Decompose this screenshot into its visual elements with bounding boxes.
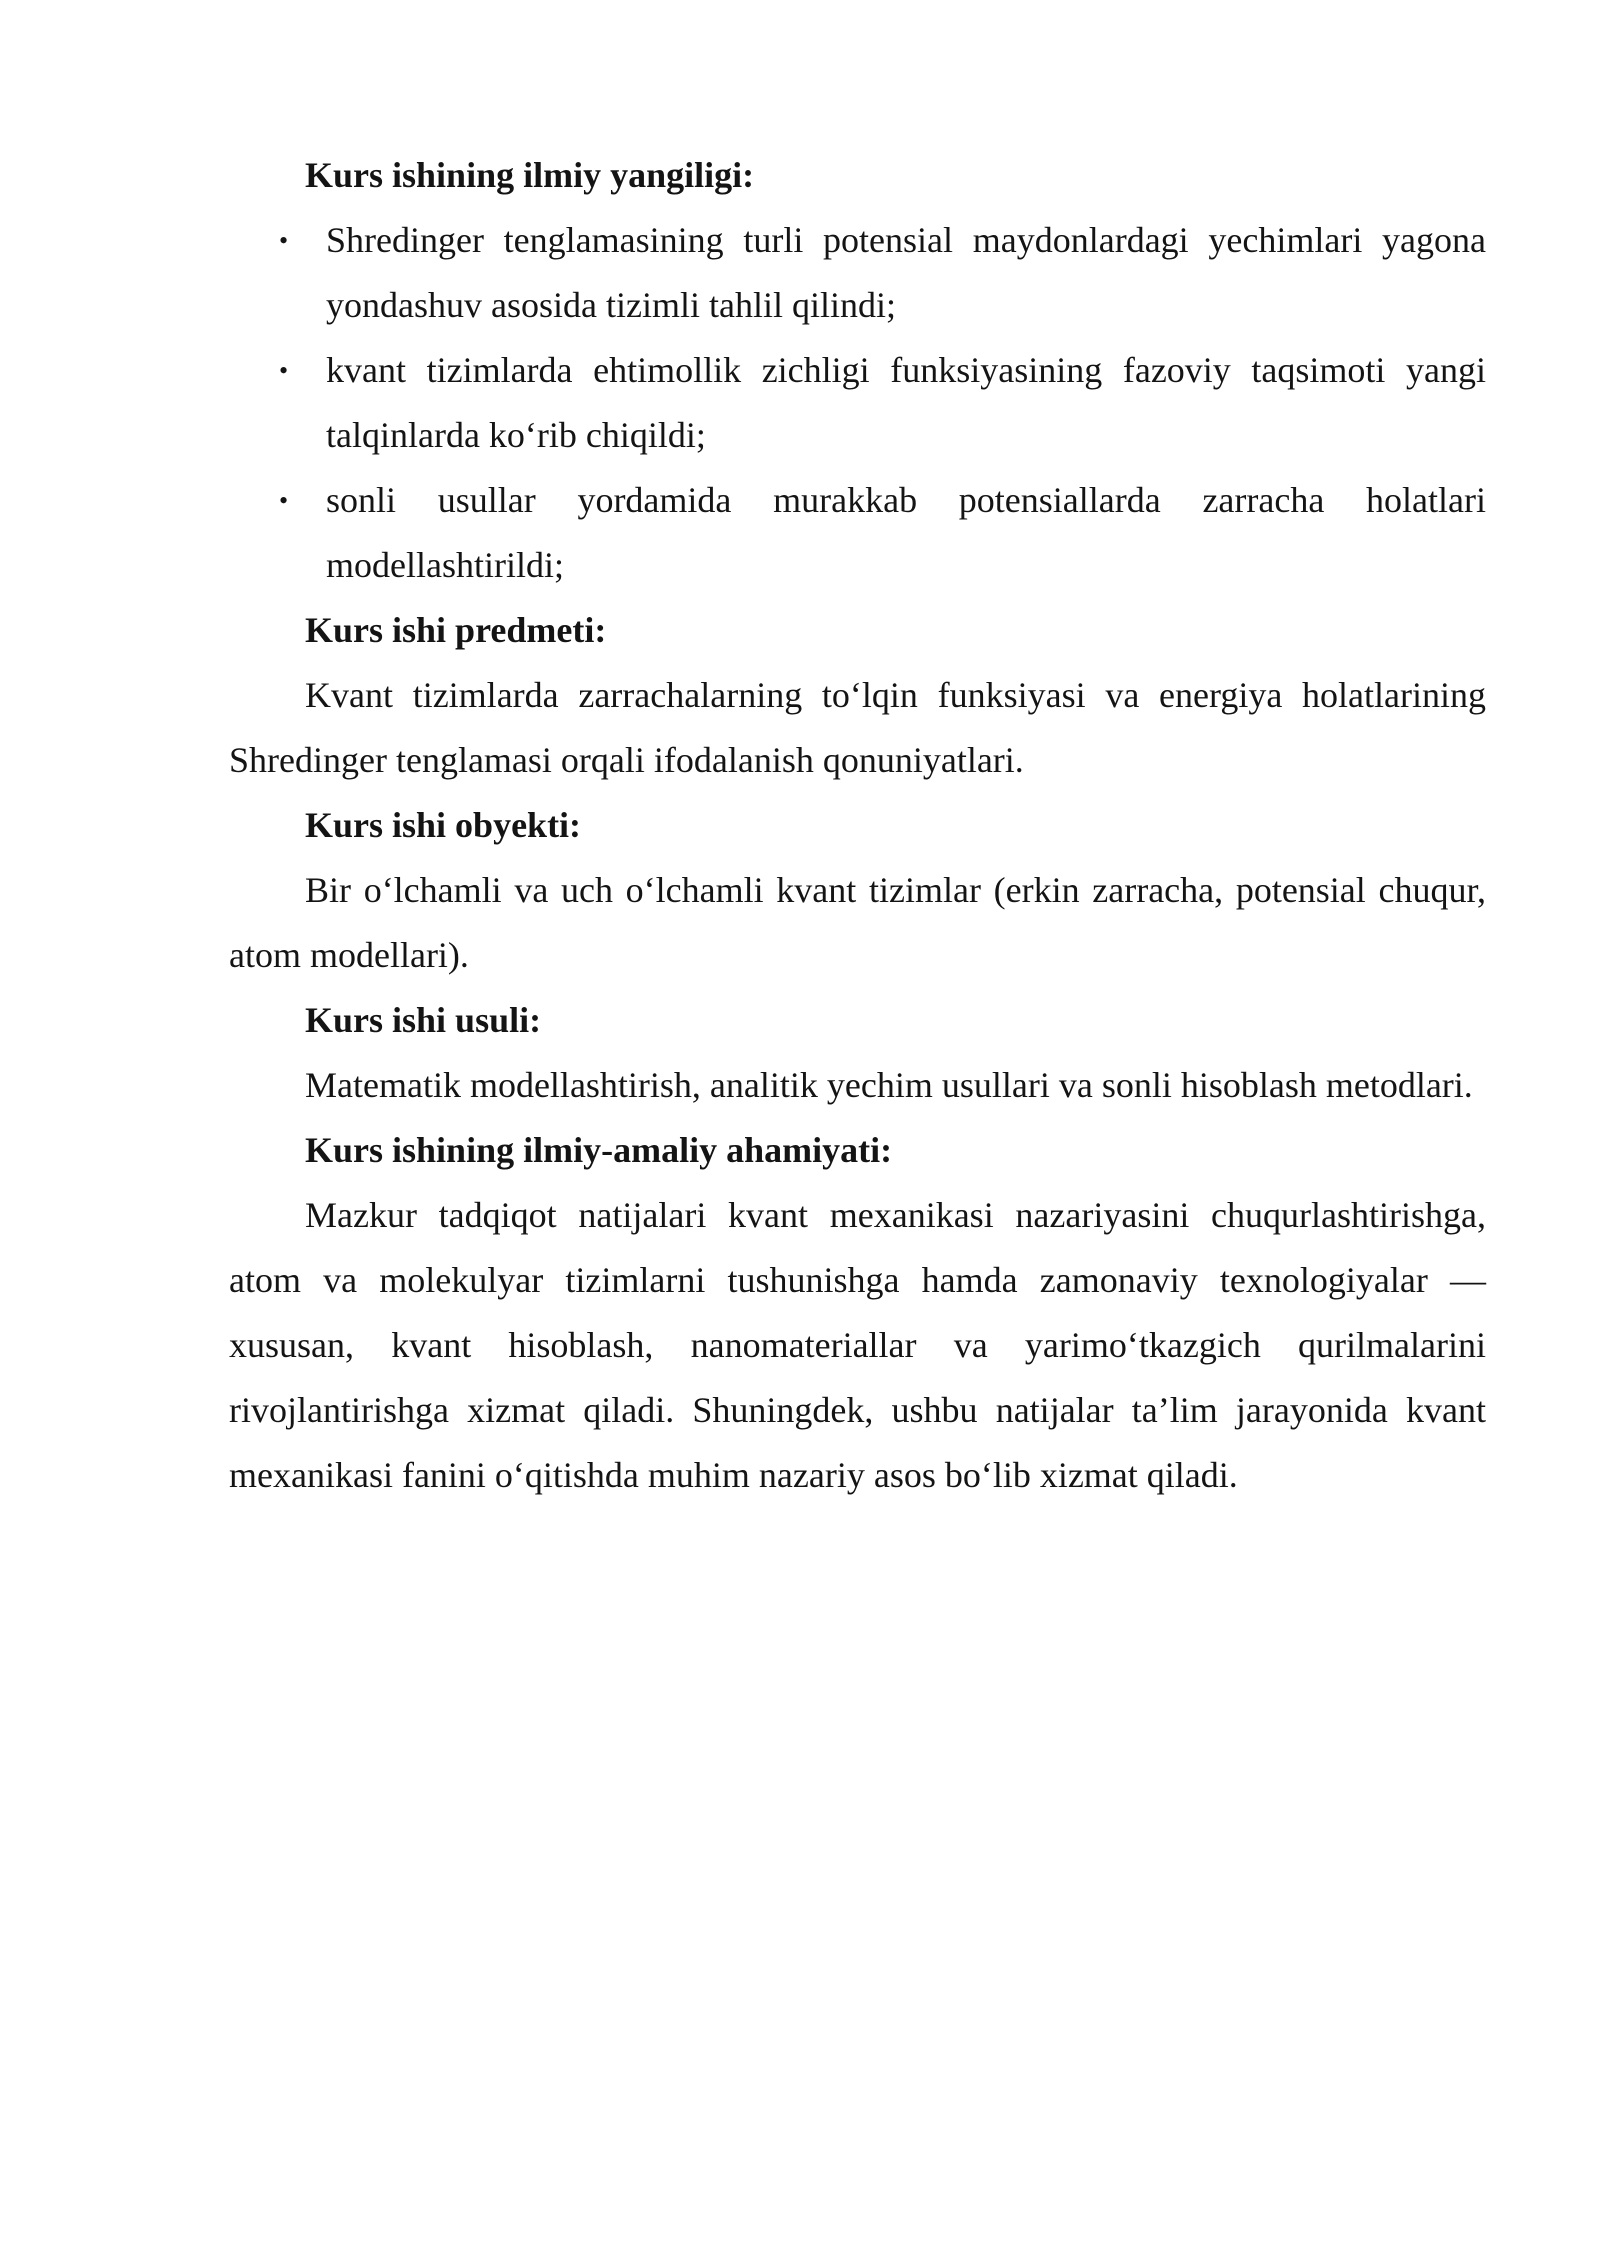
- bullet-icon: •: [279, 226, 289, 255]
- subject-heading: Kurs ishi predmeti:: [305, 610, 607, 650]
- object-paragraph: Bir o‘lchamli va uch o‘lchamli kvant tizimlar (erkin zarracha, potensial chuqur, atom modellari).: [229, 870, 1486, 975]
- bullet-icon: •: [279, 486, 289, 515]
- page-content: [229, 143, 1486, 1508]
- bullet-text: kvant tizimlarda ehtimollik zichligi funksiyasining fazoviy taqsimoti yangi talqinlarda ko‘rib chiqildi;: [326, 350, 1486, 455]
- novelty-heading: Kurs ishining ilmiy yangiligi:: [305, 155, 755, 195]
- object-heading: Kurs ishi obyekti:: [305, 805, 582, 845]
- list-item: [229, 208, 1486, 338]
- method-heading: Kurs ishi usuli:: [305, 1000, 542, 1040]
- list-item: [229, 338, 1486, 468]
- bullet-icon: •: [279, 356, 289, 385]
- significance-heading: Kurs ishining ilmiy-amaliy ahamiyati:: [305, 1130, 893, 1170]
- novelty-bullet-list: [229, 208, 1486, 598]
- list-item: [229, 468, 1486, 598]
- subject-paragraph: Kvant tizimlarda zarrachalarning to‘lqin funksiyasi va energiya holatlarining Shredinger tenglamasi orqali ifodalanish qonuniyatlari.: [229, 675, 1486, 780]
- bullet-text: sonli usullar yordamida murakkab potensiallarda zarracha holatlari modellashtirildi;: [326, 480, 1486, 585]
- significance-paragraph: Mazkur tadqiqot natijalari kvant mexanikasi nazariyasini chuqurlashtirishga, atom va molekulyar tizimlarni tushunishga hamda zamonaviy texnologiyalar — xususan, kvant hisoblash, nanomateriallar va yarimo‘tkazgich qurilmalarini rivojlantirishga xizmat qiladi. Shuningdek, ushbu natijalar ta’lim jarayonida kvant mexanikasi fanini o‘qitishda muhim nazariy asos bo‘lib xizmat qiladi.: [229, 1195, 1486, 1495]
- method-paragraph: Matematik modellashtirish, analitik yechim usullari va sonli hisoblash metodlari.: [305, 1065, 1473, 1105]
- bullet-text: Shredinger tenglamasining turli potensial maydonlardagi yechimlari yagona yondashuv asosida tizimli tahlil qilindi;: [326, 220, 1486, 325]
